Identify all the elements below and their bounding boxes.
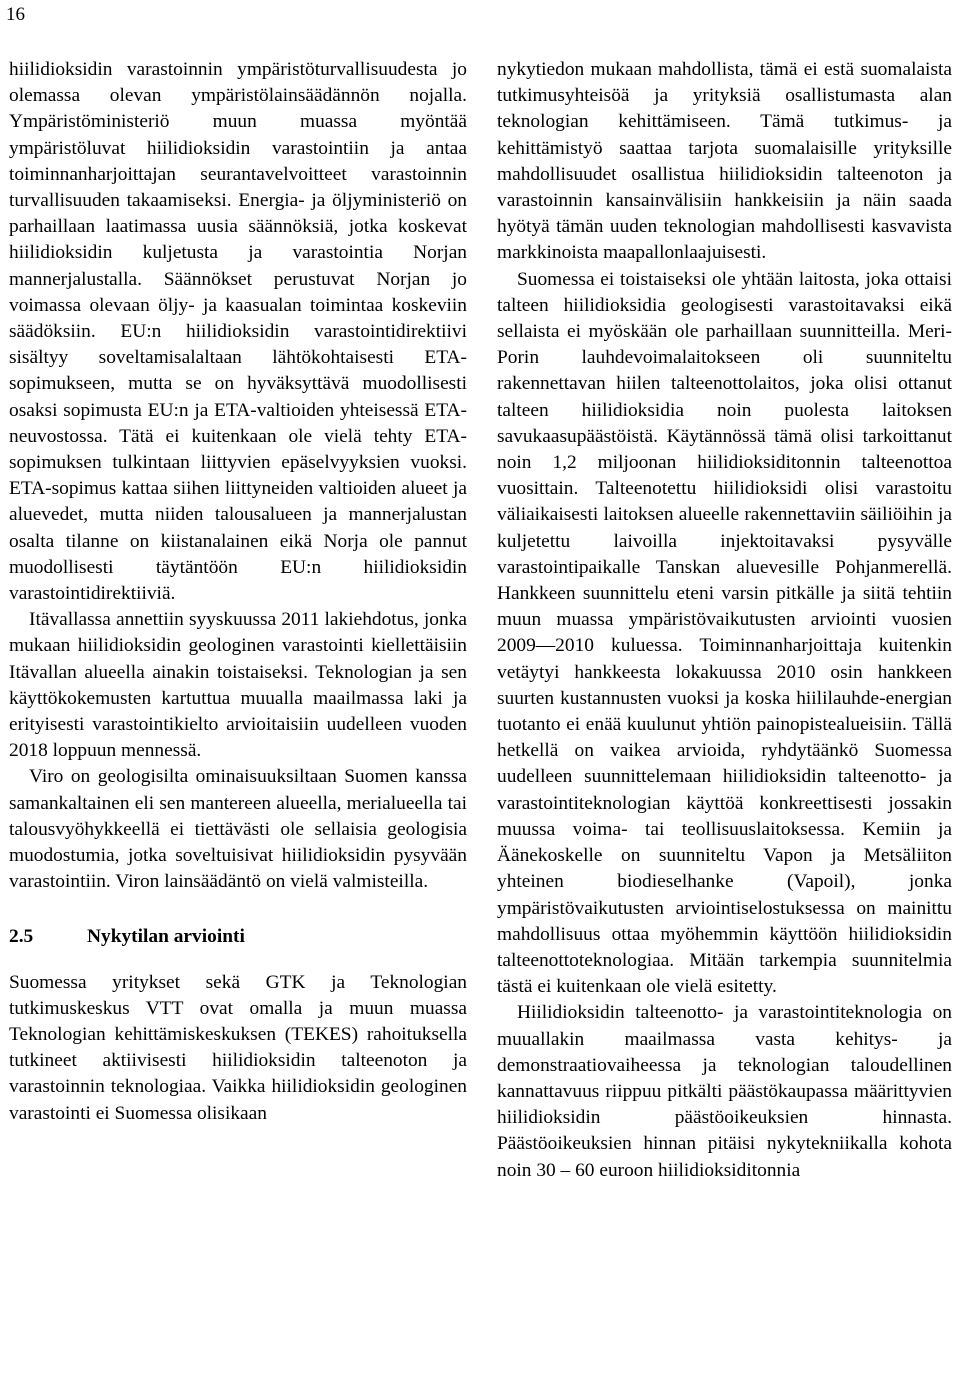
body-paragraph: Viro on geologisilta ominaisuuksiltaan Suomen kanssa samankaltainen eli sen mantereen alueella, merialueella tai talousvyöhykkeellä ei tiettävästi ole sellaisia geologisia muodostumia, jotka soveltuisivat hiilidioksidin pysyvään varastointiin. Viron lainsäädäntö on vielä valmisteilla.	[9, 766, 467, 893]
section-number: 2.5	[9, 925, 34, 947]
body-paragraph: Itävallassa annettiin syyskuussa 2011 lakiehdotus, jonka mukaan hiilidioksidin geologinen varastointi kiellettäisiin Itävallan alueella ainakin toistaiseksi. Teknologian ja sen käyttökokemusten kartuttua muualla maailmassa laki ja erityisesti varastointikielto arvioitaisiin uudelleen vuoden 2018 loppuun mennessä.	[9, 609, 467, 762]
section-heading	[9, 924, 467, 950]
right-column	[497, 57, 952, 1184]
body-paragraph: Suomessa ei toistaiseksi ole yhtään laitosta, joka ottaisi talteen hiilidioksidia geologisesti varastoitavaksi eikä sellaista ei myöskään ole parhaillaan suunnitteilla. Meri-Porin lauhdevoimalaitokseen oli suunniteltu rakennettavan hiilen talteenottolaitos, joka olisi ottanut talteen hiilidioksidia noin puolesta laitoksen savukaasupäästöistä. Käytännössä tämä olisi tarkoittanut noin 1,2 miljoonan hiilidioksiditonnin talteenottoa vuosittain. Talteenotettu hiilidioksidi olisi varastoitu väliaikaisesti laitoksen alueelle rakennettaviin säiliöihin ja kuljetettu laivoilla injektoitavaksi pysyvälle varastointipaikalle Tanskan aluevesille Pohjanmerellä. Hankkeen suunnittelu eteni varsin pitkälle ja siitä tehtiin muun muassa ympäristövaikutusten arviointi vuosien 2009—2010 kuluessa. Toiminnanharjoittaja kuitenkin vetäytyi hankkeesta lokakuussa 2010 osin hankkeen suurten kustannusten vuoksi ja koska hiililauhde-energian tuotanto ei enää kuulunut yhtiön painopistealueisiin. Tällä hetkellä on vaikea arvioida, ryhdytäänkö Suomessa uudelleen suunnittelemaan hiilidioksidin talteenotto- ja varastointiteknologian käyttöä konkreettisesti jossakin muussa voima- tai teollisuuslaitoksessa. Kemiin ja Äänekoskelle on suunniteltu Vapon ja Metsäliiton yhteinen biodieselhanke (Vapoil), jonka ympäristövaikutusten arviointiselostuksessa on mainittu mahdollisuus ottaa myöhemmin käyttöön hiilidioksidin talteenottoteknologiaa. Mitään tarkempia suunnitelmia tästä ei kuitenkaan ole vielä esitetty.	[497, 268, 952, 998]
page-number: 16	[6, 4, 25, 25]
body-paragraph: nykytiedon mukaan mahdollista, tämä ei estä suomalaista tutkimusyhteisöä ja yrityksiä osallistumasta alan teknologian kehittämiseen. Tämä tutkimus- ja kehittämistyö saattaa tarjota suomalaisille yrityksille mahdollisuudet osallistua hiilidioksidin talteenoton ja varastoinnin kansainvälisiin hankkeisiin ja näin saada hyötyä tämän uuden teknologian mahdollisesti kasvavista markkinoista maapallonlaajuisesti.	[497, 59, 952, 264]
body-paragraph: Hiilidioksidin talteenotto- ja varastointiteknologia on muuallakin maailmassa vasta kehitys- ja demonstraatiovaiheessa ja teknologian taloudellinen kannattavuus riippuu pitkälti päästökaupassa määrittyvien hiilidioksidin päästöoikeuksien hinnasta. Päästöoikeuksien hinnan pitäisi nykytekniikalla kohota noin 30 – 60 euroon hiilidioksiditonnia	[497, 1002, 952, 1181]
left-column	[9, 57, 467, 1127]
body-paragraph: Suomessa yritykset sekä GTK ja Teknologian tutkimuskeskus VTT ovat omalla ja muun muassa Teknologian kehittämiskeskuksen (TEKES) rahoituksella tutkineet aktiivisesti hiilidioksidin talteenoton ja varastoinnin teknologiaa. Vaikka hiilidioksidin geologinen varastointi ei Suomessa olisikaan	[9, 971, 467, 1124]
section-title: Nykytilan arviointi	[87, 925, 245, 947]
body-paragraph: hiilidioksidin varastoinnin ympäristöturvallisuudesta jo olemassa olevan ympäristölainsäädännön nojalla. Ympäristöministeriö muun muassa myöntää ympäristöluvat hiilidioksidin varastointiin ja antaa toiminnanharjoittajan seurantavelvoitteet varastoinnin turvallisuuden takaamiseksi. Energia- ja öljyministeriö on parhaillaan laatimassa uusia säännöksiä, jotka koskevat hiilidioksidin kuljetusta ja varastointia Norjan mannerjalustalla. Säännökset perustuvat Norjan jo voimassa olevaan öljy- ja kaasualan toimintaa koskeviin säädöksiin. EU:n hiilidioksidin varastointidirektiivi sisältyy soveltamisalaltaan lähtökohtaisesti ETA-sopimukseen, mutta se on hyväksyttävä muodollisesti osaksi sopimusta EU:n ja ETA-valtioiden yhteisessä ETA-neuvostossa. Tätä ei kuitenkaan ole vielä tehty ETA-sopimuksen tulkintaan liittyvien epäselvyyksien vuoksi. ETA-sopimus kattaa siihen liittyneiden valtioiden alueet ja aluevedet, mutta niiden talousalueen ja mannerjalustan osalta tilanne on kiistanalainen eikä Norja ole pannut muodollisesti täytäntöön EU:n hiilidioksidin varastointidirektiiviä.	[9, 59, 467, 605]
